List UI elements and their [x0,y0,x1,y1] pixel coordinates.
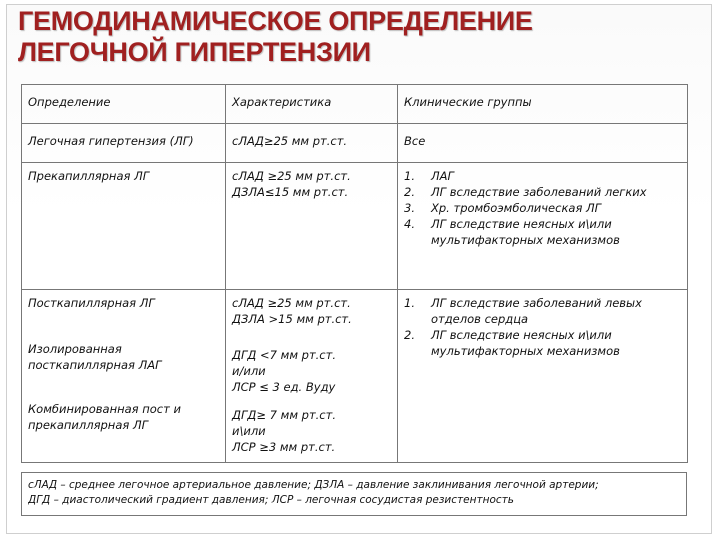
title-line-1: ГЕМОДИНАМИЧЕСКОЕ ОПРЕДЕЛЕНИЕ [18,6,533,36]
item-text: ЛГ вследствие заболеваний легких [431,185,647,199]
row3-definition [22,290,226,463]
row2-groups [398,163,688,290]
item-text: ЛГ вследствие заболеваний левых отделов сердца [431,296,642,326]
header-clinical-groups: Клинические группы [398,85,688,124]
row3-sub2-definition: Комбинированная пост и прекапиллярная ЛГ [28,402,181,432]
row3-groups [398,290,688,463]
list-item [404,295,681,327]
item-number: 1. [404,169,415,183]
footnote-line-2: ДГД – диастолический градиент давления; ЛСР – легочная сосудистая резистентность [28,494,514,506]
table-header-row [22,85,688,124]
item-number: 2. [404,328,415,342]
footnote-line-1: сЛАД – среднее легочное артериальное давление; ДЗЛА – давление заклинивания легочной артерии; [28,479,599,491]
list-item [404,184,681,200]
row3-char-line: ДЗЛА >15 мм рт.ст. [232,312,352,326]
row3-sub1-char-line: ДГД <7 мм рт.ст. [232,348,336,362]
row3-sub1-char-line: и/или [232,364,266,378]
list-item [404,327,681,359]
item-text: Хр. тромбоэмболическая ЛГ [431,201,602,215]
title-line-2: ЛЕГОЧНОЙ ГИПЕРТЕНЗИИ [18,37,371,67]
item-text: ЛГ вследствие неясных и\или мультифакторных механизмов [431,328,620,358]
row2-char-line: ДЗЛА≤15 мм рт.ст. [232,185,349,199]
item-text: ЛАГ [431,169,454,183]
row3-characteristic [226,290,398,463]
row1-definition: Легочная гипертензия (ЛГ) [22,124,226,163]
row1-groups: Все [398,124,688,163]
row3-char-line: сЛАД ≥25 мм рт.ст. [232,296,351,310]
row3-sub1-char-line: ЛСР ≤ 3 ед. Вуду [232,380,336,394]
row2-definition: Прекапиллярная ЛГ [22,163,226,290]
table-row [22,163,688,290]
row2-group-list [404,168,681,248]
slide-title [18,6,708,68]
item-number: 2. [404,185,415,199]
item-text: ЛГ вследствие неясных и\или мультифакторных механизмов [431,217,620,247]
table-row [22,124,688,163]
item-number: 3. [404,201,415,215]
header-characteristic: Характеристика [226,85,398,124]
row2-char-line: сЛАД ≥25 мм рт.ст. [232,169,351,183]
row3-sub2-char-line: ЛСР ≥3 мм рт.ст. [232,440,336,454]
row3-sub2-char-line: ДГД≥ 7 мм рт.ст. [232,408,336,422]
item-number: 4. [404,217,415,231]
list-item [404,200,681,216]
list-item [404,168,681,184]
item-number: 1. [404,296,415,310]
definitions-table [21,84,688,463]
row3-group-list [404,295,681,359]
row3-sub2-char-line: и\или [232,424,266,438]
list-item [404,216,681,248]
header-definition: Определение [22,85,226,124]
row3-sub1-definition: Изолированная посткапиллярная ЛАГ [28,342,162,372]
row1-characteristic: сЛАД≥25 мм рт.ст. [226,124,398,163]
row3-main-definition: Посткапиллярная ЛГ [28,296,155,310]
table-row [22,290,688,463]
footnote [21,472,687,516]
row2-characteristic [226,163,398,290]
